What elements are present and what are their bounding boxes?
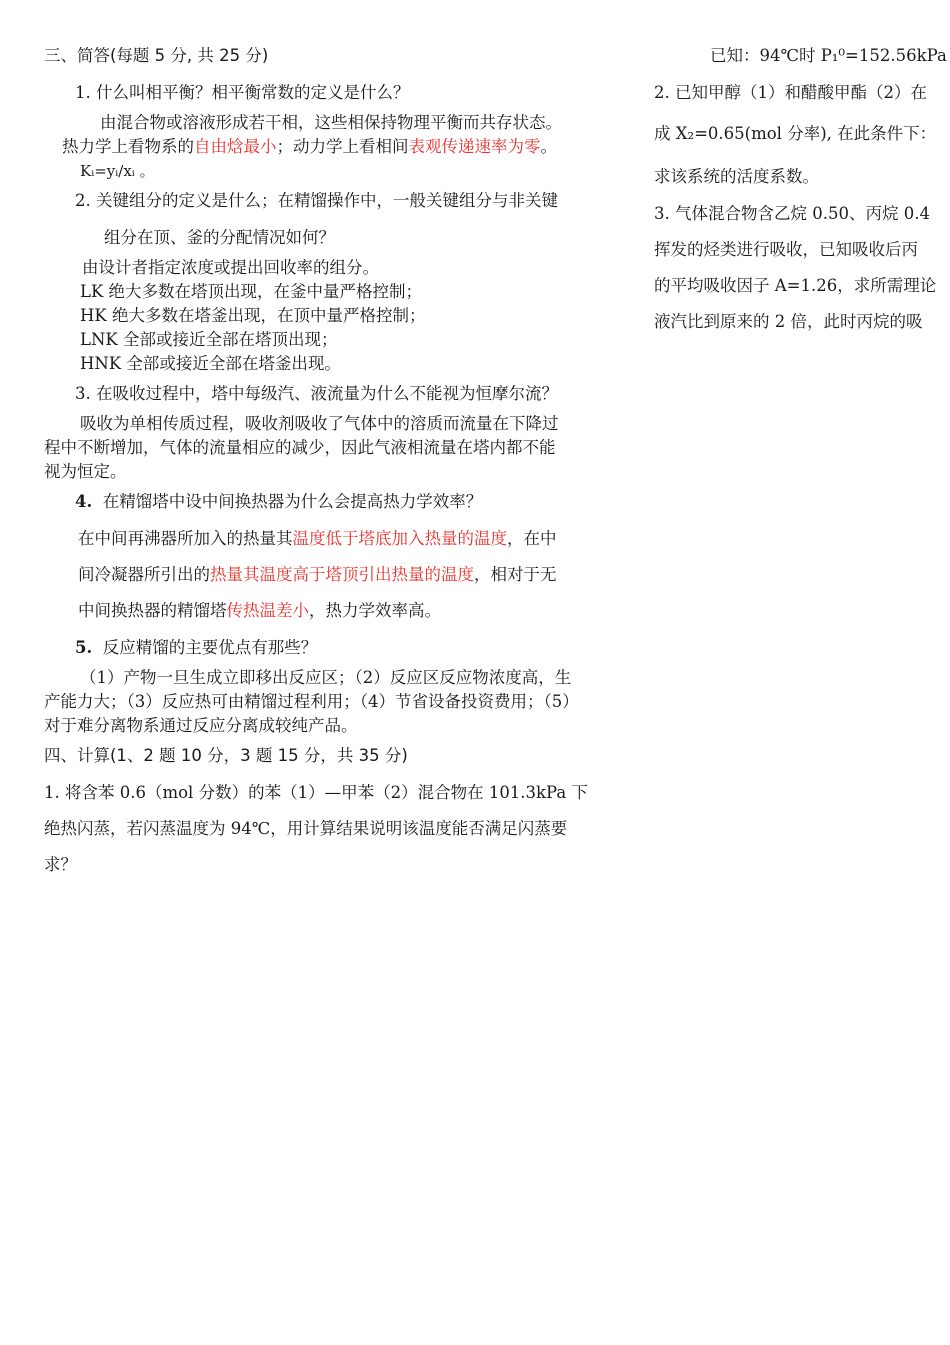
- q4-number: 4.: [75, 492, 93, 511]
- q2-answer-line4: LNK 全部或接近全部在塔顶出现；: [80, 330, 338, 349]
- q4-highlight-high-temp: 热量其温度高于塔顶引出热量的温度: [210, 565, 474, 584]
- calc1-line2: 绝热闪蒸，若闪蒸温度为 94℃，用计算结果说明该温度能否满足闪蒸要: [44, 819, 568, 838]
- q2-answer-line3: HK 绝大多数在塔釜出现，在顶中量严格控制；: [80, 306, 426, 325]
- q4-answer-line3: 中间换热器的精馏塔传热温差小，热力学效率高。: [78, 601, 441, 620]
- q1-title: 1. 什么叫相平衡？相平衡常数的定义是什么？: [75, 83, 410, 102]
- q2-title-cont: 组分在顶、釜的分配情况如何？: [104, 228, 335, 247]
- section3-heading: 三、简答(每题 5 分, 共 25 分): [44, 46, 269, 65]
- q3-answer-line1: 吸收为单相传质过程，吸收剂吸收了气体中的溶质而流量在下降过: [80, 414, 559, 433]
- calc2-line3: 求该系统的活度系数。: [654, 167, 819, 186]
- q1-highlight-free-enthalpy: 自由焓最小: [194, 137, 277, 156]
- q4-answer-line1: 在中间再沸器所加入的热量其温度低于塔底加入热量的温度，在中: [78, 529, 557, 548]
- q5-answer-line2: 产能力大；（3）反应热可由精馏过程利用；（4）节省设备投资费用；（5）: [44, 692, 579, 711]
- right-column: [650, 0, 950, 400]
- q3-answer-line2: 程中不断增加，气体的流量相应的减少，因此气液相流量在塔内都不能: [44, 438, 556, 457]
- q2-answer-line2: LK 绝大多数在塔顶出现，在釜中量严格控制；: [80, 282, 423, 301]
- calc3-line3: 的平均吸收因子 A=1.26，求所需理论: [654, 276, 937, 295]
- q1-answer-line2: 热力学上看物系的自由焓最小；动力学上看相间表观传递速率为零。: [62, 137, 557, 156]
- calc3-line2: 挥发的烃类进行吸收，已知吸收后丙: [654, 240, 918, 259]
- section4-heading: 四、计算(1、2 题 10 分，3 题 15 分，共 35 分): [44, 746, 408, 765]
- q3-answer-line3: 视为恒定。: [44, 462, 127, 481]
- q5-number: 5.: [75, 638, 93, 657]
- q5-answer-line1: （1）产物一旦生成立即移出反应区；（2）反应区反应物浓度高，生: [80, 668, 572, 687]
- q5-answer-line3: 对于难分离物系通过反应分离成较纯产品。: [44, 716, 358, 735]
- q4-title: 4. 在精馏塔中设中间换热器为什么会提高热力学效率？: [75, 492, 483, 511]
- q1-formula: Kᵢ=yᵢ/xᵢ 。: [80, 162, 155, 180]
- calc2-line2: 成 X₂=0.65(mol 分率), 在此条件下：: [654, 124, 937, 143]
- q3-title: 3. 在吸收过程中，塔中每级汽、液流量为什么不能视为恒摩尔流？: [75, 384, 558, 403]
- calc3-line4: 液汽比到原来的 2 倍，此时丙烷的吸: [654, 312, 923, 331]
- given-vapor-pressure: 已知：94℃时 P₁⁰=152.56kPa: [710, 46, 947, 65]
- calc2-line1: 2. 已知甲醇（1）和醋酸甲酯（2）在: [654, 83, 927, 102]
- q1-answer-line1: 由混合物或溶液形成若干相，这些相保持物理平衡而共存状态。: [100, 113, 562, 132]
- calc1-line1: 1. 将含苯 0.6（mol 分数）的苯（1）—甲苯（2）混合物在 101.3kPa 下: [44, 783, 588, 802]
- q1-highlight-transfer-rate: 表观传递速率为零: [408, 137, 541, 156]
- q4-answer-line2: 间冷凝器所引出的热量其温度高于塔顶引出热量的温度，相对于无: [78, 565, 557, 584]
- q4-highlight-temp-diff: 传热温差小: [226, 601, 309, 620]
- q2-answer-line5: HNK 全部或接近全部在塔釜出现。: [80, 354, 341, 373]
- q2-title: 2. 关键组分的定义是什么；在精馏操作中，一般关键组分与非关键: [75, 191, 558, 210]
- calc3-line1: 3. 气体混合物含乙烷 0.50、丙烷 0.4: [654, 204, 930, 223]
- calc1-line3: 求？: [44, 855, 77, 874]
- q2-answer-line1: 由设计者指定浓度或提出回收率的组分。: [82, 258, 379, 277]
- q5-title: 5. 反应精馏的主要优点有那些？: [75, 638, 318, 657]
- q4-highlight-low-temp: 温度低于塔底加入热量的温度: [292, 529, 507, 548]
